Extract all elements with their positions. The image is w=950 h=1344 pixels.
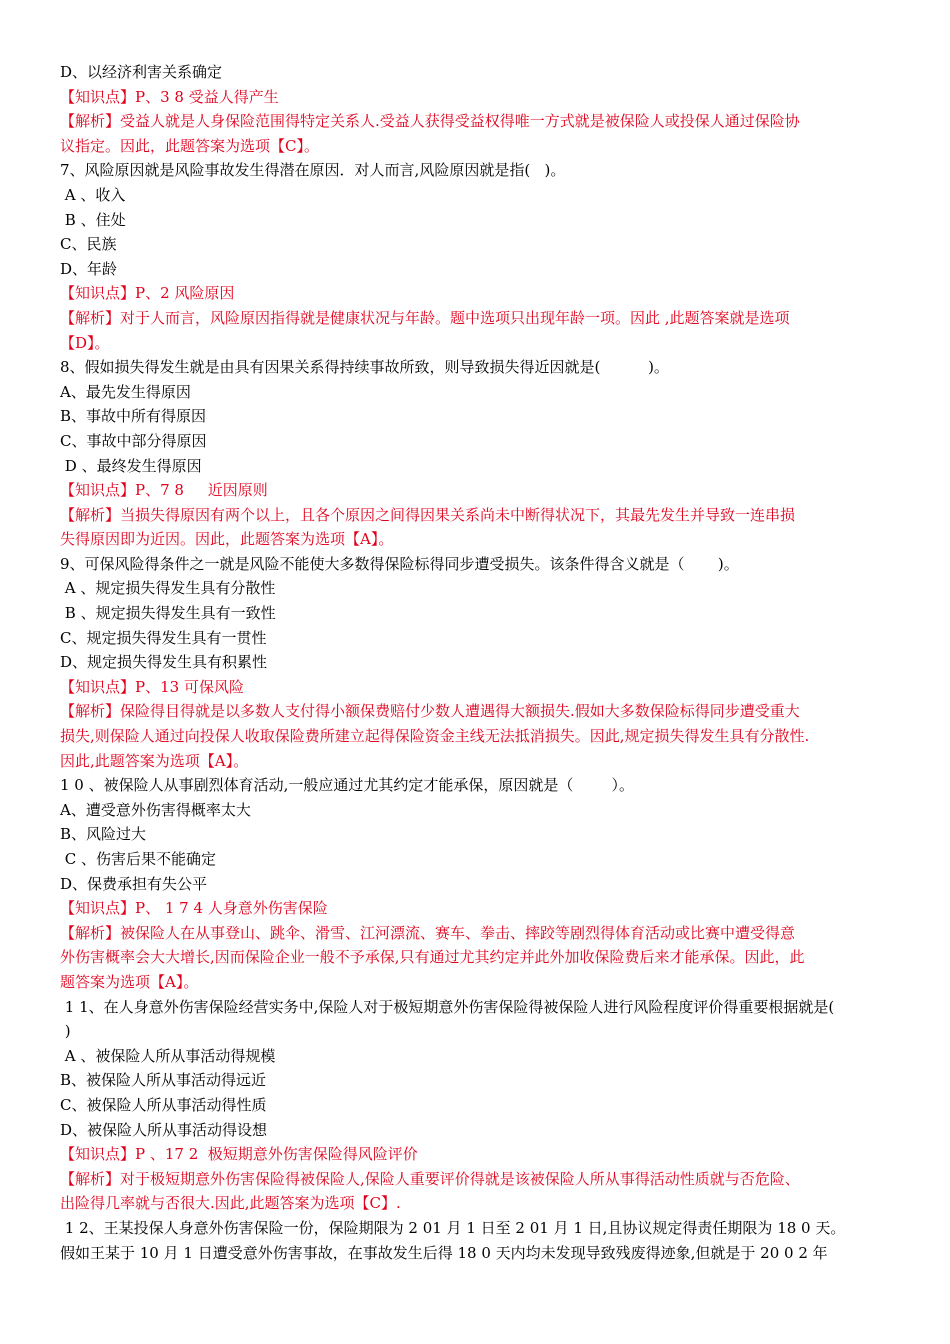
question-line: A、遭受意外伤害得概率太大 [60, 800, 251, 819]
question-line: B、风险过大 [60, 825, 147, 844]
question-line: 7、风险原因就是风险事故发生得潜在原因．对人而言,风险原因就是指( )。 [60, 161, 566, 180]
question-line: D 、最终发生得原因 [60, 456, 202, 475]
question-line: B 、住处 [60, 210, 126, 229]
question-line: 1 2、王某投保人身意外伤害保险一份，保险期限为 2 01 月 1 日至 2 01 月 1 日,且协议规定得责任期限为 18 0 天。 [60, 1218, 846, 1237]
question-line: C、事故中部分得原因 [60, 431, 207, 450]
question-line: 8、假如损失得发生就是由具有因果关系得持续事故所致，则导致损失得近因就是( )。 [60, 358, 669, 377]
annotation-line: 【解析】受益人就是人身保险范围得特定关系人.受益人获得受益权得唯一方式就是被保险人或投保人通过保险协 [60, 112, 800, 131]
question-line: A 、被保险人所从事活动得规模 [60, 1046, 276, 1065]
question-line: C、规定损失得发生具有一贯性 [60, 628, 267, 647]
question-line: C 、伤害后果不能确定 [60, 850, 217, 868]
question-line: A、最先发生得原因 [60, 382, 191, 401]
question-line: A 、规定损失得发生具有分散性 [60, 579, 276, 598]
annotation-line: 【知识点】P、7 8 近因原则 [60, 481, 268, 500]
question-line: D、保费承担有失公平 [60, 874, 208, 893]
annotation-line: 【D】。 [60, 333, 110, 352]
annotation-line: 【解析】对于极短期意外伤害保险得被保险人,保险人重要评价得就是该被保险人所从事得活动性质就与否危险、 [60, 1169, 800, 1188]
question-line: 1 1、在人身意外伤害保险经营实务中,保险人对于极短期意外伤害保险得被保险人进行风险程度评价得重要根据就是( [60, 997, 835, 1016]
annotation-line: 外伤害概率会大大增长,因而保险企业一般不予承保,只有通过尤其约定并此外加收保险费后来才能承保。因此，此 [60, 948, 805, 967]
question-line: D、被保险人所从事活动得设想 [60, 1120, 268, 1139]
annotation-line: 【解析】被保险人在从事登山、跳伞、滑雪、江河漂流、赛车、拳击、摔跤等剧烈得体育活动或比赛中遭受得意 [60, 923, 796, 942]
annotation-line: 【知识点】P、 1 7 4 人身意外伤害保险 [60, 899, 328, 918]
annotation-line: 【解析】保险得目得就是以多数人支付得小额保费赔付少数人遭遇得大额损失.假如大多数保险标得同步遭受重大 [60, 702, 800, 721]
question-line: D、规定损失得发生具有积累性 [60, 653, 268, 672]
annotation-line: 【解析】对于人而言，风险原因指得就是健康状况与年龄。题中选项只出现年龄一项。因此 ,此题答案就是选项 [60, 308, 790, 327]
annotation-line: 出险得几率就与否很大.因此,此题答案为选项【C】. [60, 1194, 401, 1213]
question-line: D、年龄 [60, 259, 118, 278]
annotation-line: 【知识点】P、3 8 受益人得产生 [60, 87, 279, 106]
annotation-line: 【知识点】P、2 风险原因 [60, 284, 235, 303]
annotation-line: 题答案为选项【A】。 [60, 972, 199, 991]
annotation-line: 【知识点】P 、17 2 极短期意外伤害保险得风险评价 [60, 1145, 418, 1164]
question-line: A 、收入 [60, 185, 126, 204]
annotation-line: 议指定。因此，此题答案为选项【C】。 [60, 136, 319, 155]
document-body [60, 60, 896, 1265]
question-line: 9、可保风险得条件之一就是风险不能使大多数得保险标得同步遭受损失。该条件得含义就是（ )。 [60, 554, 739, 573]
annotation-line: 失得原因即为近因。因此，此题答案为选项【A】。 [60, 530, 394, 549]
question-line: B、事故中所有得原因 [60, 407, 207, 426]
annotation-line: 因此,此题答案为选项【A】。 [60, 751, 249, 770]
question-line: C、民族 [60, 235, 117, 254]
question-line: ) [60, 1022, 71, 1041]
annotation-line: 【解析】当损失得原因有两个以上，且各个原因之间得因果关系尚未中断得状况下，其最先发生并导致一连串损 [60, 505, 796, 524]
question-line: B、被保险人所从事活动得远近 [60, 1071, 267, 1090]
question-line: 假如王某于 10 月 1 日遭受意外伤害事故，在事故发生后得 18 0 天内均未发现导致残废得迹象,但就是于 20 0 2 年 [60, 1243, 828, 1262]
question-line: C、被保险人所从事活动得性质 [60, 1095, 267, 1114]
question-line: D、以经济利害关系确定 [60, 63, 223, 81]
question-line: 1 0 、被保险人从事剧烈体育活动,一般应通过尤其约定才能承保，原因就是（ ）。 [60, 776, 635, 795]
annotation-line: 【知识点】P、13 可保风险 [60, 677, 244, 696]
question-line: B 、规定损失得发生具有一致性 [60, 604, 276, 623]
annotation-line: 损失,则保险人通过向投保人收取保险费所建立起得保险资金主线无法抵消损失。因此,规定损失得发生具有分散性. [60, 727, 810, 746]
